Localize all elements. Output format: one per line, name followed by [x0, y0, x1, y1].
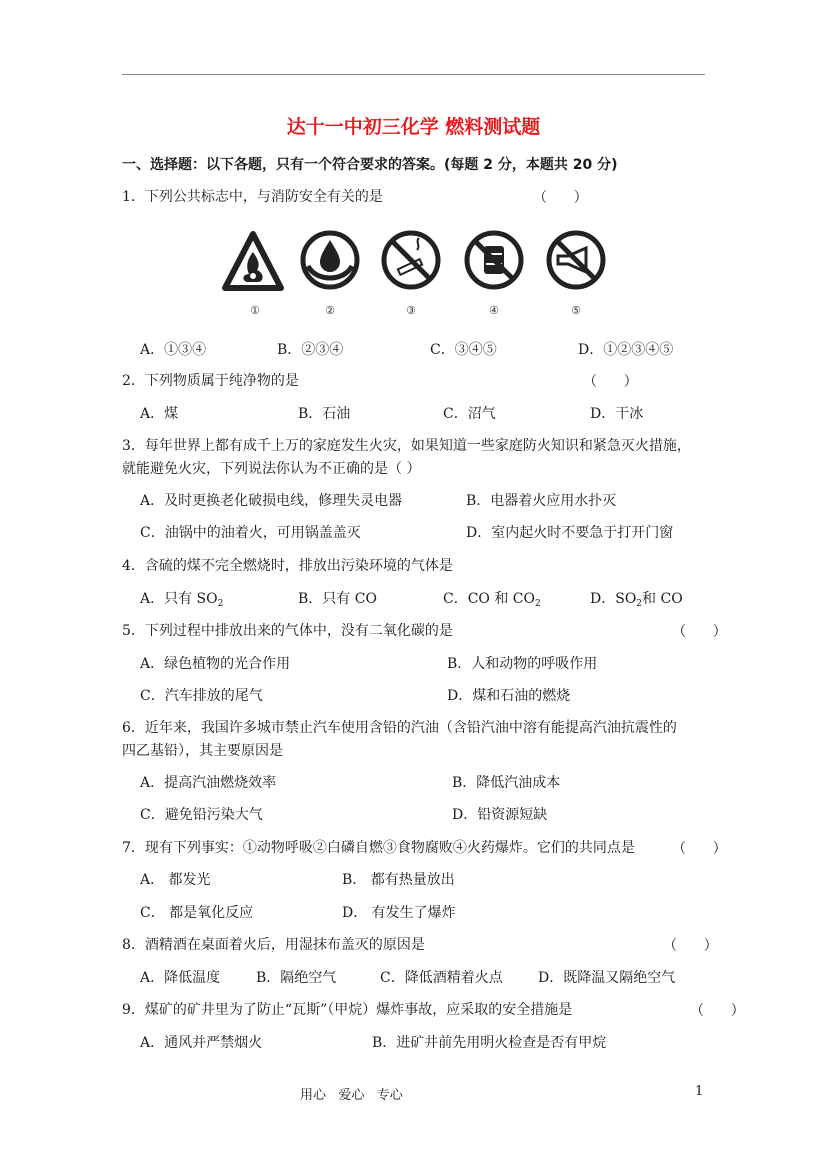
- q7-option-d[interactable]: D． 有发生了爆炸: [342, 905, 456, 921]
- q7-option-c[interactable]: C． 都是氧化反应: [140, 905, 254, 921]
- q2-option-a[interactable]: A．煤: [140, 406, 179, 422]
- q1-option-d[interactable]: D．①②③④⑤: [578, 342, 674, 358]
- q6-option-b[interactable]: B．降低汽油成本: [452, 775, 561, 791]
- answer-blank-1: （ ）: [533, 190, 588, 206]
- no-fireworks-icon: [467, 233, 521, 287]
- page-title: 达十一中初三化学 燃料测试题: [286, 116, 541, 138]
- public-signs-figure: [219, 230, 607, 318]
- q1-option-b[interactable]: B．②③④: [277, 342, 344, 358]
- q3-option-c[interactable]: C．油锅中的油着火，可用锅盖盖灭: [140, 525, 361, 541]
- save-water-icon: [303, 233, 357, 287]
- q5-option-a[interactable]: A．绿色植物的光合作用: [140, 656, 291, 672]
- q7-option-b[interactable]: B． 都有热量放出: [342, 872, 455, 888]
- q4-option-a[interactable]: A．只有 $SO_2$: [140, 591, 224, 609]
- no-smoking-icon: [384, 233, 438, 287]
- section-heading: 一、选择题：以下各题，只有一个符合要求的答案。(每题 2 分，本题共 20 分): [122, 157, 618, 173]
- q2-option-d[interactable]: D．干冰: [590, 406, 644, 422]
- answer-blank-9: （ ）: [690, 1003, 745, 1019]
- q4-option-b[interactable]: B．只有 CO: [298, 591, 377, 607]
- question-8: 8．酒精酒在桌面着火后，用湿抹布盖灭的原因是: [122, 937, 425, 953]
- q4-option-c[interactable]: C．CO 和 $CO_2$: [443, 591, 541, 609]
- footer-motto: 用心 爱心 专心: [300, 1088, 403, 1103]
- answer-blank-8: （ ）: [663, 938, 718, 954]
- question-9: 9．煤矿的矿井里为了防止“瓦斯”（甲烷）爆炸事故，应采取的安全措施是: [122, 1002, 573, 1018]
- question-7: 7．现有下列事实：①动物呼吸②白磷自燃③食物腐败④火药爆炸。它们的共同点是: [122, 840, 635, 856]
- q8-option-c[interactable]: C．降低酒精着火点: [380, 970, 503, 986]
- q2-option-b[interactable]: B．石油: [298, 406, 351, 422]
- q9-option-a[interactable]: A．通风并严禁烟火: [140, 1035, 263, 1051]
- header-rule: [122, 74, 705, 75]
- q7-option-a[interactable]: A． 都发光: [140, 872, 211, 888]
- answer-blank-7: （ ）: [672, 841, 727, 857]
- q6-option-a[interactable]: A．提高汽油燃烧效率: [140, 775, 277, 791]
- q9-option-b[interactable]: B．进矿井前先用明火检查是否有甲烷: [372, 1035, 607, 1051]
- no-honking-icon: [549, 233, 603, 287]
- question-6-line-2: 四乙基铅），其主要原因是: [122, 743, 283, 759]
- question-5: 5．下列过程中排放出来的气体中，没有二氧化碳的是: [122, 623, 453, 639]
- flammable-warning-icon: [225, 234, 281, 288]
- sign-label-5: ⑤: [571, 304, 581, 317]
- q2-option-c[interactable]: C．沼气: [443, 406, 496, 422]
- q6-option-c[interactable]: C．避免铅污染大气: [140, 807, 263, 823]
- question-3-line-1: 3．每年世界上都有成千上万的家庭发生火灾，如果知道一些家庭防火知识和紧急灭火措施，: [122, 438, 691, 454]
- q3-option-d[interactable]: D．室内起火时不要急于打开门窗: [466, 525, 674, 541]
- sign-label-1: ①: [250, 304, 260, 317]
- sign-label-4: ④: [489, 304, 499, 317]
- question-3-line-2: 就能避免火灾，下列说法你认为不正确的是（ ）: [122, 461, 421, 477]
- sign-label-3: ③: [406, 304, 416, 317]
- q5-option-c[interactable]: C．汽车排放的尾气: [140, 688, 263, 704]
- q8-option-b[interactable]: B．隔绝空气: [256, 970, 337, 986]
- q1-option-c[interactable]: C．③④⑤: [430, 342, 497, 358]
- page-number: 1: [695, 1084, 704, 1099]
- q1-option-a[interactable]: A．①③④: [140, 342, 207, 358]
- q5-option-b[interactable]: B．人和动物的呼吸作用: [447, 656, 598, 672]
- q6-option-d[interactable]: D．铅资源短缺: [452, 807, 548, 823]
- q3-option-b[interactable]: B．电器着火应用水扑灭: [466, 493, 617, 509]
- q4-option-d[interactable]: D．$SO_2$和 CO: [590, 591, 683, 609]
- question-6-line-1: 6．近年来，我国许多城市禁止汽车使用含铅的汽油（含铅汽油中溶有能提高汽油抗震性的: [122, 720, 677, 736]
- question-2: 2．下列物质属于纯净物的是: [122, 373, 299, 389]
- q8-option-a[interactable]: A．降低温度: [140, 970, 221, 986]
- question-4: 4．含硫的煤不完全燃烧时，排放出污染环境的气体是: [122, 558, 453, 574]
- q3-option-a[interactable]: A．及时更换老化破损电线，修理失灵电器: [140, 493, 403, 509]
- answer-blank-5: （ ）: [672, 624, 727, 640]
- q5-option-d[interactable]: D．煤和石油的燃烧: [447, 688, 571, 704]
- question-1: 1．下列公共标志中，与消防安全有关的是: [122, 189, 383, 205]
- sign-label-2: ②: [325, 304, 335, 317]
- answer-blank-2: （ ）: [583, 374, 638, 390]
- q8-option-d[interactable]: D．既降温又隔绝空气: [538, 970, 676, 986]
